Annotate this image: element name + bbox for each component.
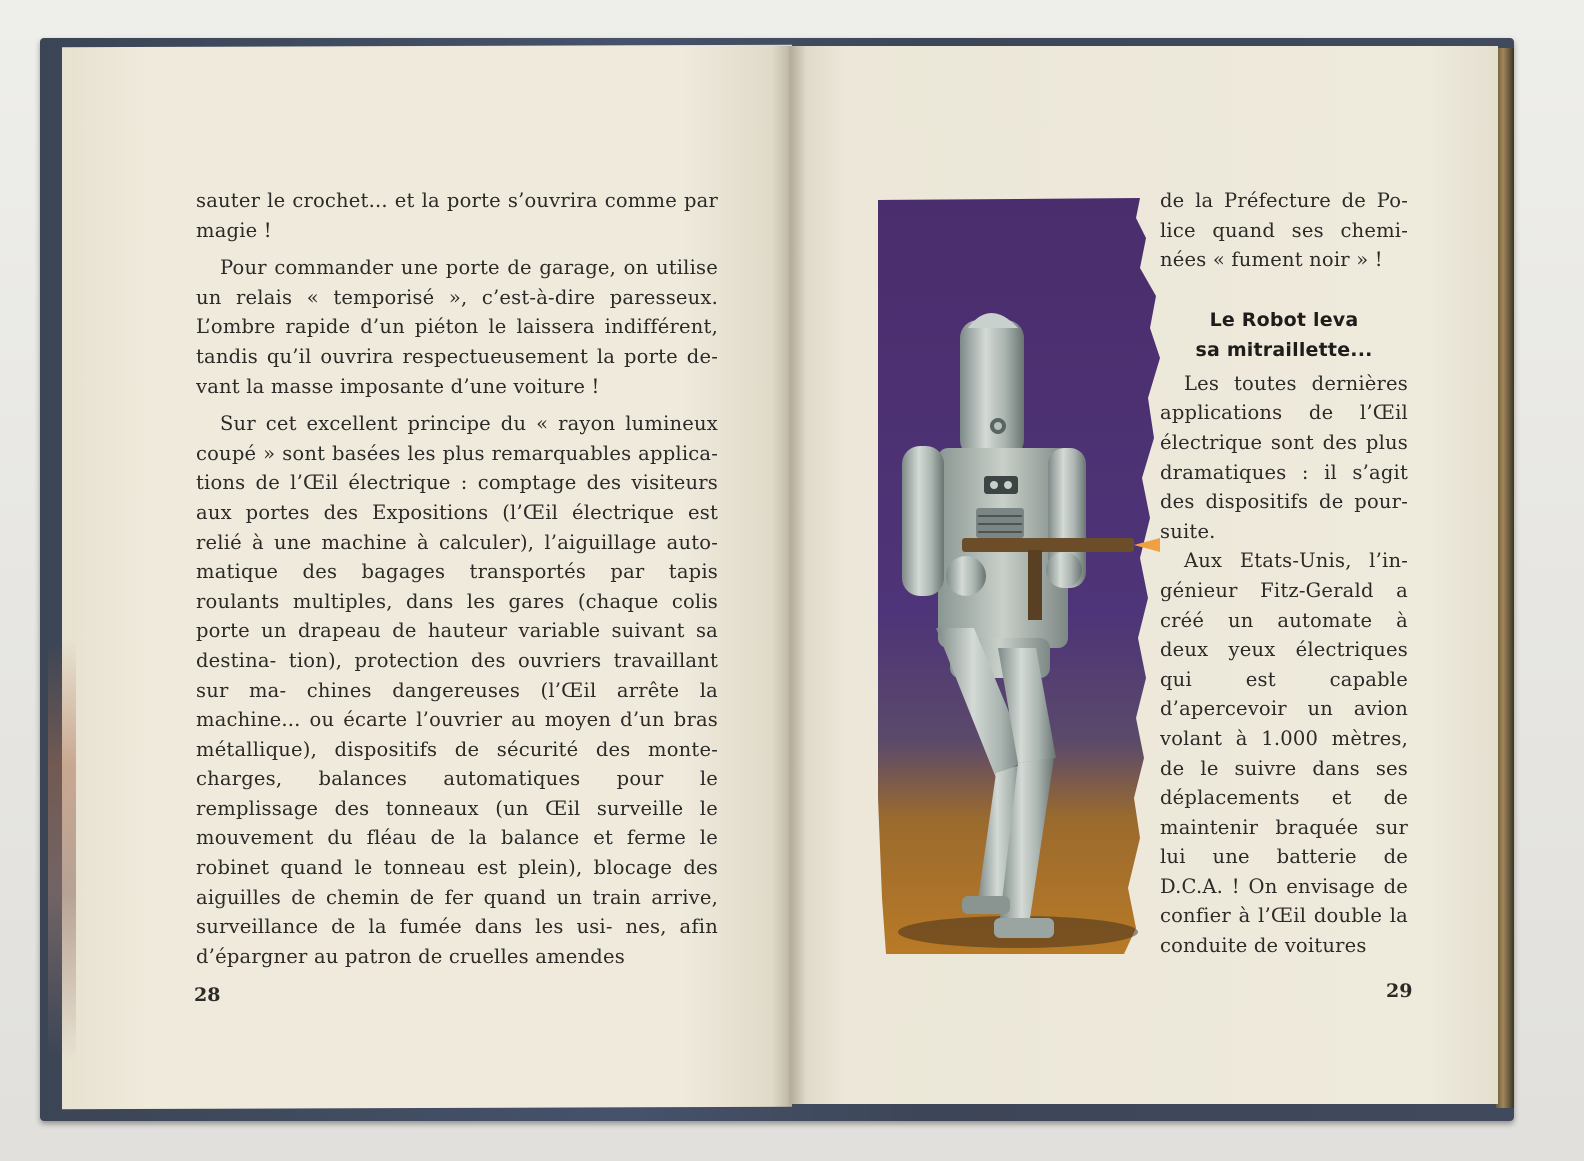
text-line: maintenir braquée sur (1160, 815, 1408, 839)
text-line: automatiques pour le remplissage des tonneaux (un (196, 767, 718, 820)
text-line: génieur Fitz-Gerald a (1160, 578, 1408, 602)
text-line: Aux Etats-Unis, l’in- (1184, 549, 1408, 573)
section-heading-line: sa mitraillette... (1195, 338, 1373, 361)
paragraph (196, 409, 718, 971)
text-line: chines dangereuses (l’Œil arrête la machine... ou (196, 678, 718, 732)
text-line: suite. (1160, 519, 1216, 543)
text-line: nées « fument noir » ! (1160, 248, 1383, 272)
text-line: capable d’apercevoir un (1160, 667, 1408, 721)
text-line: tions de l’Œil électrique : comptage des visiteurs (196, 471, 718, 495)
text-line: drapeau de hauteur variable suivant sa destina- (196, 619, 718, 672)
text-line: conduite de voitures (1160, 934, 1367, 958)
text-line: Les toutes dernières (1184, 371, 1408, 395)
text-line: avion volant à 1.000 (1160, 697, 1408, 750)
text-line: tion), protection des ouvriers travaillant sur ma- (196, 648, 718, 702)
text-line: mètres, de le suivre dans (1160, 726, 1408, 780)
paragraph (1160, 546, 1408, 960)
book-edge (1496, 48, 1514, 1108)
text-line: tandis qu’il ouvrira respectueusement la porte de- (196, 344, 718, 368)
text-line: sauter le crochet... et la porte s’ouvrira comme par (196, 189, 718, 212)
text-line: Œil surveille le mouvement du fléau de la balance (196, 796, 718, 850)
text-line: nes, afin d’épargner au patron de cruelles amendes (196, 915, 718, 968)
text-line: train arrive, surveillance de la fumée dans les usi- (196, 885, 718, 939)
text-line: vant la masse imposante d’une voiture ! (196, 374, 600, 398)
page-stain (48, 640, 76, 1060)
text-line: lice quand ses chemi- (1160, 218, 1408, 242)
text-line: de la Préfecture de Po- (1160, 189, 1408, 212)
text-line: un relais « temporisé », c’est-à-dire paresseux. (196, 285, 718, 309)
text-line: aux portes des Expositions (l’Œil électrique est (196, 500, 718, 524)
paragraph (1160, 369, 1408, 547)
text-line: électrique sont des plus (1160, 430, 1408, 454)
text-line: L’ombre rapide d’un piéton le laissera indifférent, (196, 315, 718, 339)
text-line: applications de l’Œil (1160, 401, 1408, 425)
book-gutter (772, 46, 806, 1108)
text-line: dispositifs de sécurité des monte-charges, balances (196, 737, 718, 791)
paragraph (196, 253, 718, 401)
text-line: et ferme le robinet quand le tonneau est plein), (196, 826, 718, 880)
page-number: 29 (1386, 980, 1413, 1002)
section-heading-line: Le Robot leva (1209, 308, 1359, 331)
text-line: coupé » sont basées les plus remarquables applica- (196, 441, 718, 465)
text-line: créé un automate à deux (1160, 608, 1408, 662)
left-page-text (196, 186, 718, 971)
text-line: magie ! (196, 218, 272, 242)
text-line: lui une batterie de (1160, 845, 1408, 869)
text-line: ses déplacements et de (1160, 756, 1408, 810)
text-line: multiples, dans les gares (chaque colis porte un (196, 589, 718, 643)
text-line: des dispositifs de pour- (1160, 490, 1408, 514)
text-line: Sur cet excellent principe du « rayon lumineux (220, 412, 718, 436)
text-line: Pour commander une porte de garage, on utilise (220, 256, 718, 280)
text-line: yeux électriques qui est (1160, 638, 1409, 691)
text-line: écarte l’ouvrier au moyen d’un bras métallique), (196, 708, 718, 761)
text-line: confier à l’Œil double la (1160, 904, 1408, 928)
right-page-text (1160, 186, 1408, 961)
text-line: relié à une machine à calculer), l’aiguillage auto- (196, 530, 718, 554)
paragraph (196, 186, 718, 245)
text-line: dramatiques : il s’agit (1160, 460, 1408, 484)
text-line: D.C.A. ! On envisage de (1160, 874, 1408, 898)
section-heading (1160, 305, 1408, 365)
page-number: 28 (194, 984, 221, 1006)
robot-with-submachine-gun-illustration (878, 198, 1160, 954)
text-line: matique des bagages transportés par tapis roulants (196, 560, 718, 613)
paragraph (1160, 186, 1408, 275)
text-line: blocage des aiguilles de chemin de fer quand un (196, 856, 718, 909)
